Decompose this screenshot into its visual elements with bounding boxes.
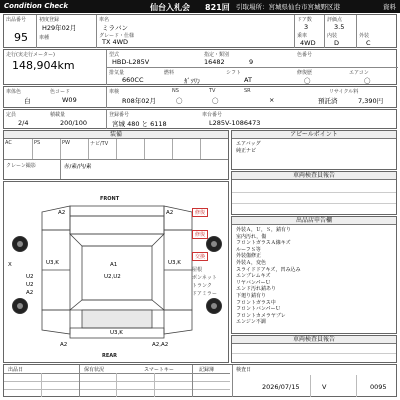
crane-value: 赤/素/内/素 xyxy=(64,164,92,170)
note-line: 室内汚れ，傷 xyxy=(236,233,267,240)
pickup-location: 引取場所：宮城県仙台市宮城野区港 xyxy=(236,3,340,11)
grade-value: TX 4WD xyxy=(102,38,129,46)
damage-mark: U3,K xyxy=(168,260,181,266)
damage-mark: A2,A2 xyxy=(152,342,169,348)
equipment-item xyxy=(116,139,144,159)
condition-check-title: Condition Check xyxy=(4,2,68,10)
mileage-label: 走行(実走行メーター) xyxy=(6,52,55,58)
color2-value: W09 xyxy=(62,96,77,104)
inspector-panel xyxy=(231,171,397,215)
damage-mark: A1 xyxy=(110,262,118,268)
footer-col1-label: 出品日 xyxy=(8,367,24,373)
note-line: エンジン不調 xyxy=(236,319,266,326)
sr-label: SR xyxy=(244,88,251,94)
ns-label: NS xyxy=(172,88,179,94)
tv-label: TV xyxy=(209,88,216,94)
exterior-label: 外装 xyxy=(359,33,370,39)
appeal-header: アピールポイント xyxy=(232,131,396,139)
repair-marker: 修復 xyxy=(192,208,208,217)
note-line: フロントガラスＡ線キズ xyxy=(236,240,291,247)
damage-mark: U2 xyxy=(26,282,34,288)
side-labels-col xyxy=(190,206,230,316)
bottom-inspector-header: 車両検査員報告 xyxy=(232,336,396,344)
cc-label: 排気量 xyxy=(109,70,125,76)
first-reg-label: 初度登録 xyxy=(39,17,60,23)
damage-mark: U2 xyxy=(26,274,34,280)
equipment-item: ナビ/TV xyxy=(88,139,116,159)
recycle-label: リサイクル料 xyxy=(329,89,359,95)
tyre-icon xyxy=(12,298,28,314)
plate-value: 宮城 480 と 6118 xyxy=(112,120,167,128)
auction-number: 821回 xyxy=(205,3,230,12)
bottom-inspector-panel xyxy=(231,335,397,363)
fuel-label: 燃料 xyxy=(164,70,175,76)
ac-label: エアコン xyxy=(349,70,369,76)
score-value: 3.5 xyxy=(334,23,345,31)
dealer-notes-panel xyxy=(231,216,397,334)
header-bar xyxy=(0,0,400,13)
shift-value: AT xyxy=(244,76,252,84)
damage-mark: A2 xyxy=(60,342,68,348)
note-line: スライドドアキズ，凹み込み xyxy=(236,266,301,273)
vehicle-info-row3 xyxy=(3,86,397,108)
equipment-item: AC xyxy=(5,140,12,146)
inspection-label: 車検 xyxy=(109,89,120,95)
auction-title: 仙台入札会 xyxy=(150,3,190,12)
color-label: 車体色 xyxy=(6,89,22,95)
vin-label: 車台番号 xyxy=(202,112,223,118)
lot-label: 出品番号 xyxy=(6,17,27,23)
damage-mark: A2 xyxy=(166,210,174,216)
equipment-item xyxy=(144,139,172,159)
date-label: 検査日 xyxy=(236,367,252,373)
equipment-item xyxy=(200,139,228,159)
equipment-item: PW xyxy=(60,139,88,159)
first-reg-value: H29年02月 xyxy=(42,24,77,32)
doors-label: ドア数 xyxy=(297,17,312,23)
score-label: 評価点 xyxy=(327,17,343,23)
inspector-header: 車両検査員報告 xyxy=(232,172,396,180)
equipment-item xyxy=(172,139,200,159)
model-code-value: HBD-L285V xyxy=(112,58,150,66)
appeal-text: エアバッグ 純正ナビ xyxy=(236,141,261,154)
mileage-value: 148,904km xyxy=(12,59,75,72)
note-line: フロントバンパーＵ xyxy=(236,306,281,313)
model-code-label: 型式 xyxy=(109,52,120,58)
front-label: FRONT xyxy=(100,196,120,202)
equipment-header: 装備 xyxy=(4,131,228,139)
note-line: 外装Ａ，変色 xyxy=(236,259,267,266)
load-label: 積載量 xyxy=(50,112,66,118)
ac-value: 〇 xyxy=(364,77,371,85)
seats-label: 乗車 xyxy=(297,33,308,39)
color-value: 白 xyxy=(24,97,31,105)
spec-value-2: 9 xyxy=(249,58,254,66)
footer-col2-label: 保有状況 xyxy=(84,367,105,373)
doors-value: 3 xyxy=(304,23,309,31)
color-code-label: 色番号 xyxy=(297,52,313,58)
note-line: 下廻り錆有り xyxy=(236,292,267,299)
grade-label: グレード・仕様 xyxy=(99,33,135,39)
recycle-status: 預託済 xyxy=(318,97,338,105)
note-line: フロントカメラヤブレ xyxy=(236,312,286,319)
side-label: トランク xyxy=(192,283,212,289)
damage-mark: U2,U2 xyxy=(104,274,121,280)
vehicle-info-row4 xyxy=(3,109,397,129)
side-label: 屋根 xyxy=(192,267,203,273)
capacity-value: 2/4 xyxy=(18,119,29,127)
load-value: 200/100 xyxy=(60,119,88,127)
note-line: ルーフＳ等 xyxy=(236,246,261,253)
v-mark: V xyxy=(322,383,327,391)
vin-value: L285V-1086473 xyxy=(209,119,261,127)
dealer-header: 出品店申告欄 xyxy=(232,217,396,225)
dealer-notes-list xyxy=(236,227,301,326)
vehicle-info-row1 xyxy=(3,14,397,48)
capacity-label: 定員 xyxy=(6,112,17,118)
note-line: エンド汚れ錆あり xyxy=(236,286,277,293)
equipment-item: PS xyxy=(32,139,60,159)
lot-number: 95 xyxy=(14,31,28,44)
replace-marker: 交換 xyxy=(192,252,208,261)
page-label: 資料 xyxy=(383,3,396,11)
side-label: ドアミラー xyxy=(192,291,217,297)
name-label: 車名 xyxy=(99,17,110,23)
note-line: リヤバンパーＵ xyxy=(236,279,271,286)
cc-value: 660CC xyxy=(122,76,144,84)
damage-mark: U3,K xyxy=(46,260,59,266)
recycle-fee: 7,390円 xyxy=(358,97,384,105)
vehicle-info-row2 xyxy=(3,49,397,85)
tyre-icon xyxy=(12,236,28,252)
exterior-value: C xyxy=(366,39,371,47)
color2-label: 色コード xyxy=(50,89,71,95)
interior-label: 内装 xyxy=(327,33,338,39)
equipment-panel xyxy=(3,130,229,180)
note-line: 外装Ａ，Ｕ，Ｓ，錆有り xyxy=(236,227,292,233)
ns-value: 〇 xyxy=(176,97,183,105)
inspection-date: 2026/07/15 xyxy=(262,383,300,391)
footer-col3-label: スマートキー xyxy=(144,367,174,373)
footer-panel xyxy=(3,364,397,397)
rear-label: REAR xyxy=(102,353,117,359)
damage-mark: A2 xyxy=(58,210,66,216)
damage-mark: U3,K xyxy=(110,330,123,336)
repair-label: 修復歴 xyxy=(297,70,313,76)
model-label: 車種 xyxy=(39,35,50,41)
footer-note-label: 記録簿 xyxy=(199,367,215,373)
lot-code: 0095 xyxy=(370,383,387,391)
repair-value: 〇 xyxy=(304,77,311,85)
note-line: フロントガラス中 xyxy=(236,299,276,306)
plate-label: 登録番号 xyxy=(109,112,130,118)
damage-mark: A2 xyxy=(26,290,34,296)
name-value: ミラバン xyxy=(102,24,128,32)
inspection-value: R08年02月 xyxy=(122,97,157,105)
sr-value: × xyxy=(269,96,275,104)
note-line: エンブレムキズ xyxy=(236,273,271,280)
damage-mark: X xyxy=(8,262,12,268)
shift-label: シフト xyxy=(226,70,242,76)
interior-value: D xyxy=(334,39,340,47)
repair-marker: 修復 xyxy=(192,230,208,239)
fuel-value: ｶﾞｿﾘﾝ xyxy=(184,77,201,85)
spec-label: 指定・類別 xyxy=(204,52,230,58)
note-line: 外装傷修正 xyxy=(236,253,262,260)
spec-value-1: 16482 xyxy=(204,58,225,66)
crane-label: クレーン撮影 xyxy=(6,163,36,169)
seats-value: 4WD xyxy=(300,39,316,47)
tv-value: 〇 xyxy=(212,97,219,105)
side-label: ボンネット xyxy=(192,275,217,281)
appeal-panel xyxy=(231,130,397,170)
